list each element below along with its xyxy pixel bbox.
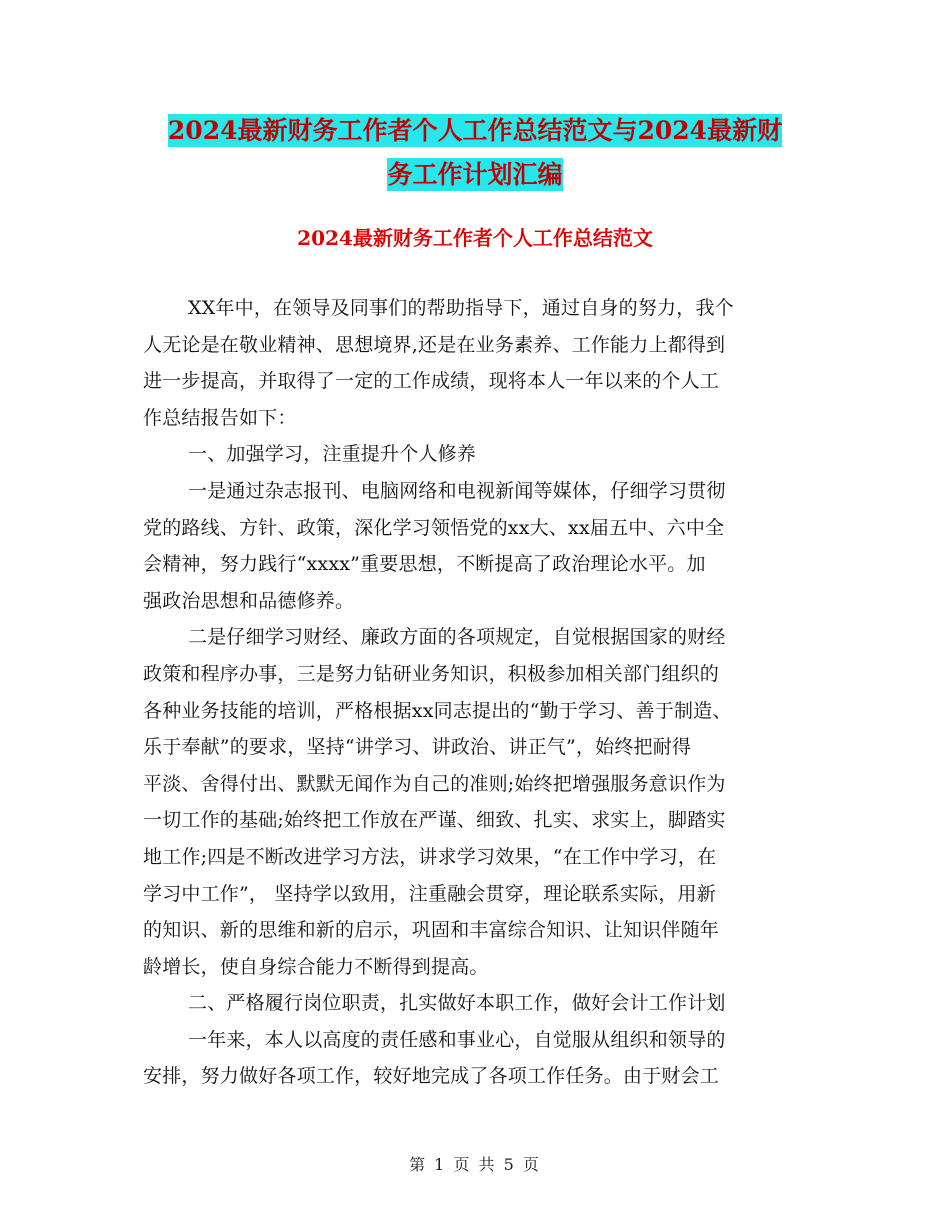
paragraph-line: 学习中工作”， 坚持学以致用，注重融会贯穿，理论联系实际，用新 bbox=[143, 882, 716, 905]
document-title-line-1: 2024最新财务工作者个人工作总结范文与2024最新财 bbox=[167, 116, 783, 145]
section-heading: 二、严格履行岗位职责，扎实做好本职工作，做好会计工作计划 bbox=[188, 992, 726, 1015]
paragraph-line: 平淡、舍得付出、默默无闻作为自己的准则;始终把增强服务意识作为 bbox=[143, 772, 726, 795]
paragraph-line: 政策和程序办事，三是努力钻研业务知识，积极参加相关部门组织的 bbox=[143, 662, 720, 685]
paragraph-line: 进一步提高，并取得了一定的工作成绩，现将本人一年以来的个人工 bbox=[143, 370, 720, 393]
paragraph-line: 各种业务技能的培训，严格根据xx同志提出的“勤于学习、善于制造、 bbox=[143, 699, 732, 722]
paragraph-line: 强政治思想和品德修养。 bbox=[143, 589, 355, 612]
paragraph-line: 的知识、新的思维和新的启示，巩固和丰富综合知识、让知识伴随年 bbox=[143, 919, 720, 942]
section-heading: 一、加强学习，注重提升个人修养 bbox=[188, 443, 477, 466]
paragraph-line: 作总结报告如下： bbox=[143, 406, 297, 429]
paragraph-line: 一是通过杂志报刊、电脑网络和电视新闻等媒体，仔细学习贯彻 bbox=[188, 479, 726, 502]
paragraph-line: 一切工作的基础;始终把工作放在严谨、细致、扎实、求实上，脚踏实 bbox=[143, 809, 726, 832]
paragraph-line: 安排，努力做好各项工作，较好地完成了各项工作任务。由于财会工 bbox=[143, 1065, 720, 1088]
paragraph-line: 乐于奉献”的要求，坚持“讲学习、讲政治、讲正气”，始终把耐得 bbox=[143, 736, 692, 759]
paragraph-line: 二是仔细学习财经、廉政方面的各项规定，自觉根据国家的财经 bbox=[188, 626, 726, 649]
paragraph-line: 地工作;四是不断改进学习方法，讲求学习效果，“在工作中学习，在 bbox=[143, 845, 717, 868]
paragraph-line: 龄增长，使自身综合能力不断得到提高。 bbox=[143, 955, 489, 978]
page-footer: 第 1 页 共 5 页 bbox=[409, 1155, 541, 1174]
paragraph-line: 一年来，本人以高度的责任感和事业心，自觉服从组织和领导的 bbox=[188, 1028, 726, 1051]
section-title: 2024最新财务工作者个人工作总结范文 bbox=[297, 226, 653, 250]
paragraph-line: 人无论是在敬业精神、思想境界,还是在业务素养、工作能力上都得到 bbox=[143, 333, 726, 356]
body-text bbox=[143, 290, 823, 1095]
paragraph-line: 党的路线、方针、政策，深化学习领悟党的xx大、xx届五中、六中全 bbox=[143, 516, 725, 539]
paragraph-line: XX年中，在领导及同事们的帮助指导下，通过自身的努力，我个 bbox=[188, 297, 734, 319]
document-title-line-2: 务工作计划汇编 bbox=[387, 160, 563, 189]
paragraph-line: 会精神，努力践行“xxxx”重要思想，不断提高了政治理论水平。加 bbox=[143, 553, 706, 576]
